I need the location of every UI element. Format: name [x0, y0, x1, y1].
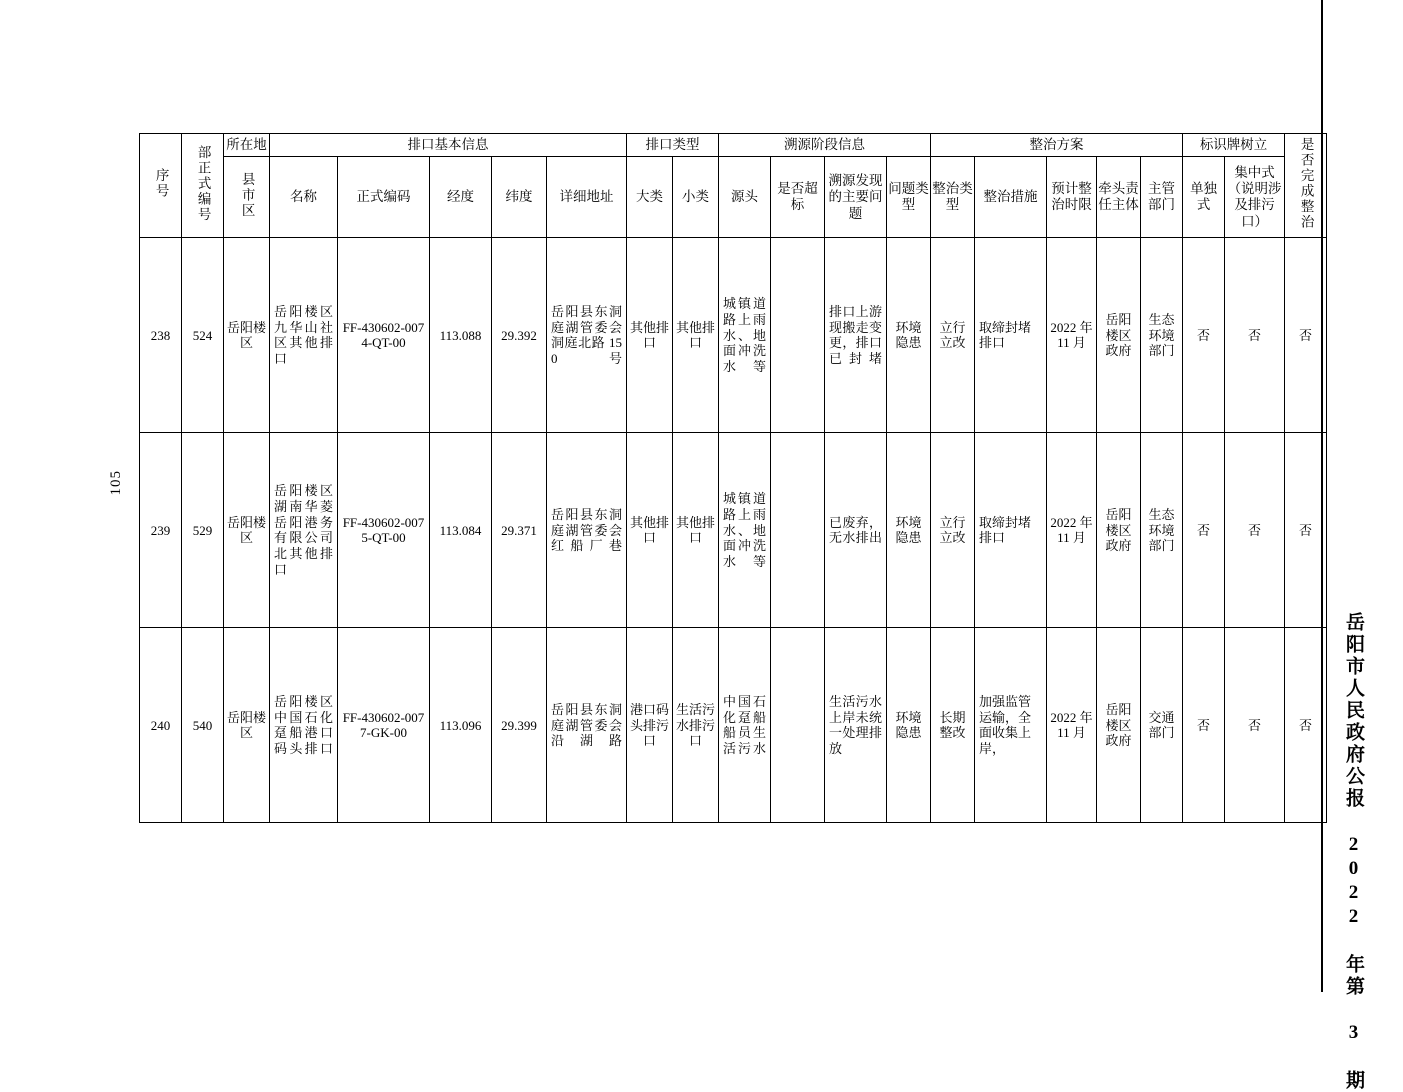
cell-main-problem: 排口上游现搬走变更，排口已封堵: [825, 238, 887, 433]
cell-problem-type: 环境隐患: [887, 628, 931, 823]
cell-exceed: [771, 238, 825, 433]
cell-single: 否: [1183, 433, 1225, 628]
header-remediation-type: 整治类型: [931, 157, 975, 238]
cell-name: 岳阳楼区湖南华菱岳阳港务有限公司北其他排口: [270, 433, 338, 628]
cell-address: 岳阳县东洞庭湖管委会洞庭北路 150 号: [547, 238, 627, 433]
header-outlet-type: 排口类型: [627, 134, 719, 157]
cell-deadline: 2022 年 11 月: [1047, 628, 1097, 823]
cell-finished: 否: [1285, 238, 1327, 433]
header-single: 单独式: [1183, 157, 1225, 238]
header-main-problem: 溯源发现的主要问题: [825, 157, 887, 238]
header-minor-type: 小类: [673, 157, 719, 238]
cell-finished: 否: [1285, 628, 1327, 823]
cell-major-type: 其他排口: [627, 238, 673, 433]
cell-lead-body: 岳阳楼区政府: [1097, 628, 1141, 823]
header-latitude: 纬度: [492, 157, 547, 238]
cell-main-problem: 生活污水上岸未统一处理排放: [825, 628, 887, 823]
cell-remediation-type: 立行立改: [931, 238, 975, 433]
cell-address: 岳阳县东洞庭湖管委会沿湖路: [547, 628, 627, 823]
cell-name: 岳阳楼区中国石化趸船港口码头排口: [270, 628, 338, 823]
cell-minor-type: 生活污水排污口: [673, 628, 719, 823]
cell-lead-body: 岳阳楼区政府: [1097, 433, 1141, 628]
header-trace-stage: 溯源阶段信息: [719, 134, 931, 157]
header-row-group: [140, 134, 1327, 157]
cell-official-code: 540: [182, 628, 224, 823]
header-official-code: 部正式编号: [182, 134, 224, 238]
header-remediation-plan: 整治方案: [931, 134, 1183, 157]
header-major-type: 大类: [627, 157, 673, 238]
cell-single: 否: [1183, 628, 1225, 823]
cell-remediation-measure: 取缔封堵排口: [975, 238, 1047, 433]
cell-formal-code: FF-430602-0075-QT-00: [338, 433, 430, 628]
header-lead-body: 牵头责任主体: [1097, 157, 1141, 238]
header-exceed: 是否超标: [771, 157, 825, 238]
table-row: [140, 628, 1327, 823]
publication-side-caption: 岳阳市人民政府公报 2022 年第 3 期: [1343, 612, 1364, 1092]
table-row: [140, 238, 1327, 433]
cell-address: 岳阳县东洞庭湖管委会红船厂巷: [547, 433, 627, 628]
cell-formal-code: FF-430602-0074-QT-00: [338, 238, 430, 433]
cell-latitude: 29.399: [492, 628, 547, 823]
cell-supervisor: 交通部门: [1141, 628, 1183, 823]
header-deadline: 预计整治时限: [1047, 157, 1097, 238]
header-location: 所在地: [224, 134, 270, 157]
cell-supervisor: 生态环境部门: [1141, 238, 1183, 433]
cell-remediation-measure: 加强监管运输，全面收集上岸，: [975, 628, 1047, 823]
data-table: [139, 133, 1327, 823]
cell-lead-body: 岳阳楼区政府: [1097, 238, 1141, 433]
cell-seq: 239: [140, 433, 182, 628]
header-outlet-basic: 排口基本信息: [270, 134, 627, 157]
cell-single: 否: [1183, 238, 1225, 433]
cell-minor-type: 其他排口: [673, 433, 719, 628]
header-name: 名称: [270, 157, 338, 238]
cell-centralized: 否: [1225, 433, 1285, 628]
cell-deadline: 2022 年 11 月: [1047, 238, 1097, 433]
cell-official-code: 524: [182, 238, 224, 433]
header-problem-type: 问题类型: [887, 157, 931, 238]
cell-name: 岳阳楼区九华山社区其他排口: [270, 238, 338, 433]
cell-latitude: 29.392: [492, 238, 547, 433]
cell-minor-type: 其他排口: [673, 238, 719, 433]
cell-seq: 240: [140, 628, 182, 823]
cell-deadline: 2022 年 11 月: [1047, 433, 1097, 628]
header-remediation-measure: 整治措施: [975, 157, 1047, 238]
table-body: [140, 238, 1327, 823]
cell-problem-type: 环境隐患: [887, 433, 931, 628]
header-seq: 序号: [140, 134, 182, 238]
header-finished: 是否完成整治: [1285, 134, 1327, 238]
cell-problem-type: 环境隐患: [887, 238, 931, 433]
cell-formal-code: FF-430602-0077-GK-00: [338, 628, 430, 823]
header-supervisor: 主管部门: [1141, 157, 1183, 238]
cell-official-code: 529: [182, 433, 224, 628]
cell-centralized: 否: [1225, 628, 1285, 823]
cell-longitude: 113.088: [430, 238, 492, 433]
header-address: 详细地址: [547, 157, 627, 238]
page-number: 105: [108, 470, 124, 496]
cell-centralized: 否: [1225, 238, 1285, 433]
cell-longitude: 113.084: [430, 433, 492, 628]
cell-source: 中国石化趸船船员生活污水: [719, 628, 771, 823]
outlet-remediation-table: [139, 133, 1314, 823]
cell-major-type: 其他排口: [627, 433, 673, 628]
header-sign-board: 标识牌树立: [1183, 134, 1285, 157]
cell-county: 岳阳楼区: [224, 433, 270, 628]
header-source: 源头: [719, 157, 771, 238]
cell-source: 城镇道路上雨水、地面冲洗水等: [719, 433, 771, 628]
table-row: [140, 433, 1327, 628]
cell-source: 城镇道路上雨水、地面冲洗水等: [719, 238, 771, 433]
cell-finished: 否: [1285, 433, 1327, 628]
cell-latitude: 29.371: [492, 433, 547, 628]
cell-remediation-type: 长期整改: [931, 628, 975, 823]
header-county: 县市区: [224, 157, 270, 238]
cell-supervisor: 生态环境部门: [1141, 433, 1183, 628]
cell-longitude: 113.096: [430, 628, 492, 823]
cell-exceed: [771, 433, 825, 628]
header-longitude: 经度: [430, 157, 492, 238]
cell-county: 岳阳楼区: [224, 238, 270, 433]
header-formal-code: 正式编码: [338, 157, 430, 238]
cell-remediation-measure: 取缔封堵排口: [975, 433, 1047, 628]
cell-major-type: 港口码头排污口: [627, 628, 673, 823]
cell-main-problem: 已废弃，无水排出: [825, 433, 887, 628]
cell-county: 岳阳楼区: [224, 628, 270, 823]
cell-seq: 238: [140, 238, 182, 433]
cell-exceed: [771, 628, 825, 823]
cell-remediation-type: 立行立改: [931, 433, 975, 628]
header-centralized: 集中式（说明涉及排污口）: [1225, 157, 1285, 238]
